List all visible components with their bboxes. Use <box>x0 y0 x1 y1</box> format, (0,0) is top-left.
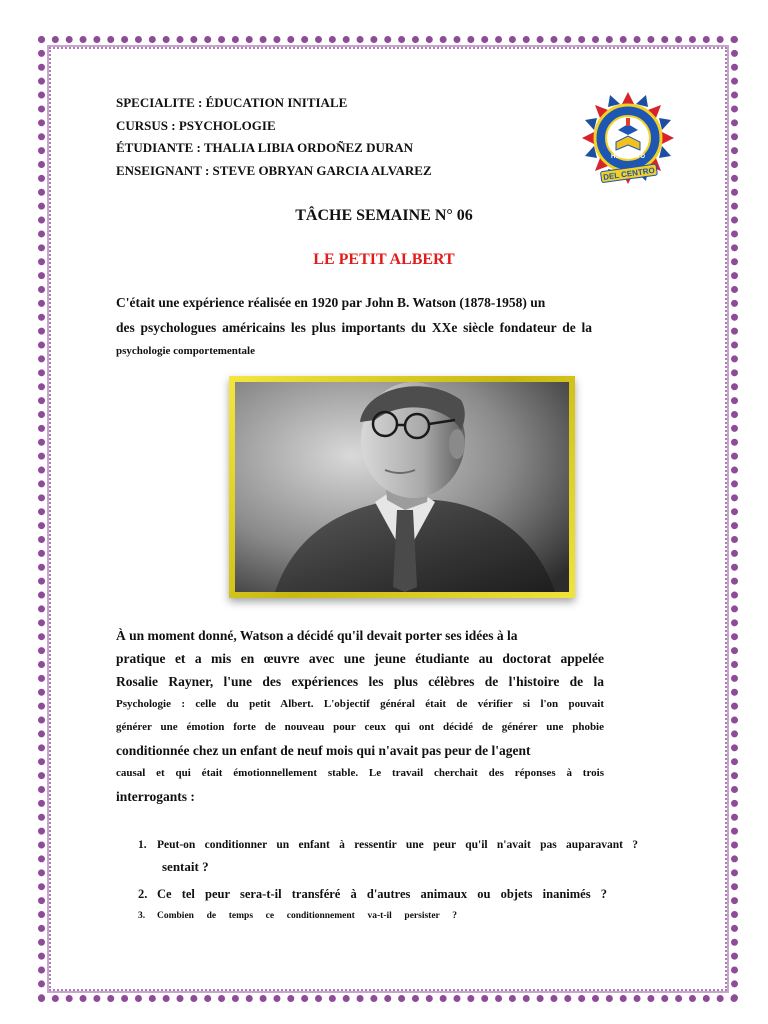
body-line: interrogants : <box>116 789 195 804</box>
list-number: 1. <box>138 839 147 851</box>
intro-line: des psychologues américains les plus importants du XXe siècle fondateur de la <box>116 320 592 335</box>
intro-paragraph <box>116 290 592 362</box>
portrait-photo-icon <box>235 382 569 592</box>
institution-seal-icon <box>568 92 688 188</box>
speciality-line: SPECIALITE : ÉDUCATION INITIALE <box>116 95 348 110</box>
list-number: 2. <box>138 887 148 901</box>
body-line: pratique et a mis en œuvre avec une jeune étudiante au doctorat appelée <box>116 651 604 666</box>
body-line: générer une émotion forte de nouveau pour ceux qui ont décidé de générer une phobie <box>116 721 604 733</box>
question-text: Combien de temps ce conditionnement va-t-il persister ? <box>157 911 457 921</box>
question-list <box>138 834 638 926</box>
page-subtitle: LE PETIT ALBERT <box>313 251 455 268</box>
body-line: Rosalie Rayner, l'une des expériences les plus célèbres de l'histoire de la <box>116 674 604 689</box>
teacher-line: ENSEIGNANT : STEVE OBRYAN GARCIA ALVAREZ <box>116 162 432 178</box>
body-line: conditionnée chez un enfant de neuf mois qui n'avait pas peur de l'agent <box>116 743 531 758</box>
body-line: À un moment donné, Watson a décidé qu'il devait porter ses idées à la <box>116 628 518 643</box>
photo-frame <box>229 376 575 598</box>
question-text: Peut-on conditionner un enfant à ressentir une peur qu'il n'avait pas auparavant ? <box>157 839 638 851</box>
list-item <box>138 834 638 856</box>
list-item <box>138 906 456 926</box>
list-number: 3. <box>138 911 146 921</box>
question-continuation: sentait ? <box>162 859 209 874</box>
list-item <box>138 882 638 906</box>
intro-line: C'était une expérience réalisée en 1920 par John B. Watson (1878-1958) un <box>116 295 546 310</box>
body-line: Psychologie : celle du petit Albert. L'objectif général était de vérifier si l'on pouvait <box>116 698 604 710</box>
seal-city-text: HUANCAYO <box>610 154 646 160</box>
question-text: Ce tel peur sera-t-il transféré à d'autres animaux ou objets inanimés ? <box>157 887 607 901</box>
header-info <box>116 92 432 182</box>
body-line: causal et qui était émotionnellement stable. Le travail cherchait des réponses à trois <box>116 767 604 779</box>
seal-banner-text: DEL CENTRO <box>602 165 656 182</box>
cursus-line: CURSUS : PSYCHOLOGIE <box>116 117 276 133</box>
student-line: ÉTUDIANTE : THALIA LIBIA ORDOÑEZ DURAN <box>116 140 414 155</box>
body-paragraph <box>116 624 604 808</box>
page-title: TÂCHE SEMAINE N° 06 <box>295 207 473 224</box>
intro-line: psychologie comportementale <box>116 345 255 357</box>
